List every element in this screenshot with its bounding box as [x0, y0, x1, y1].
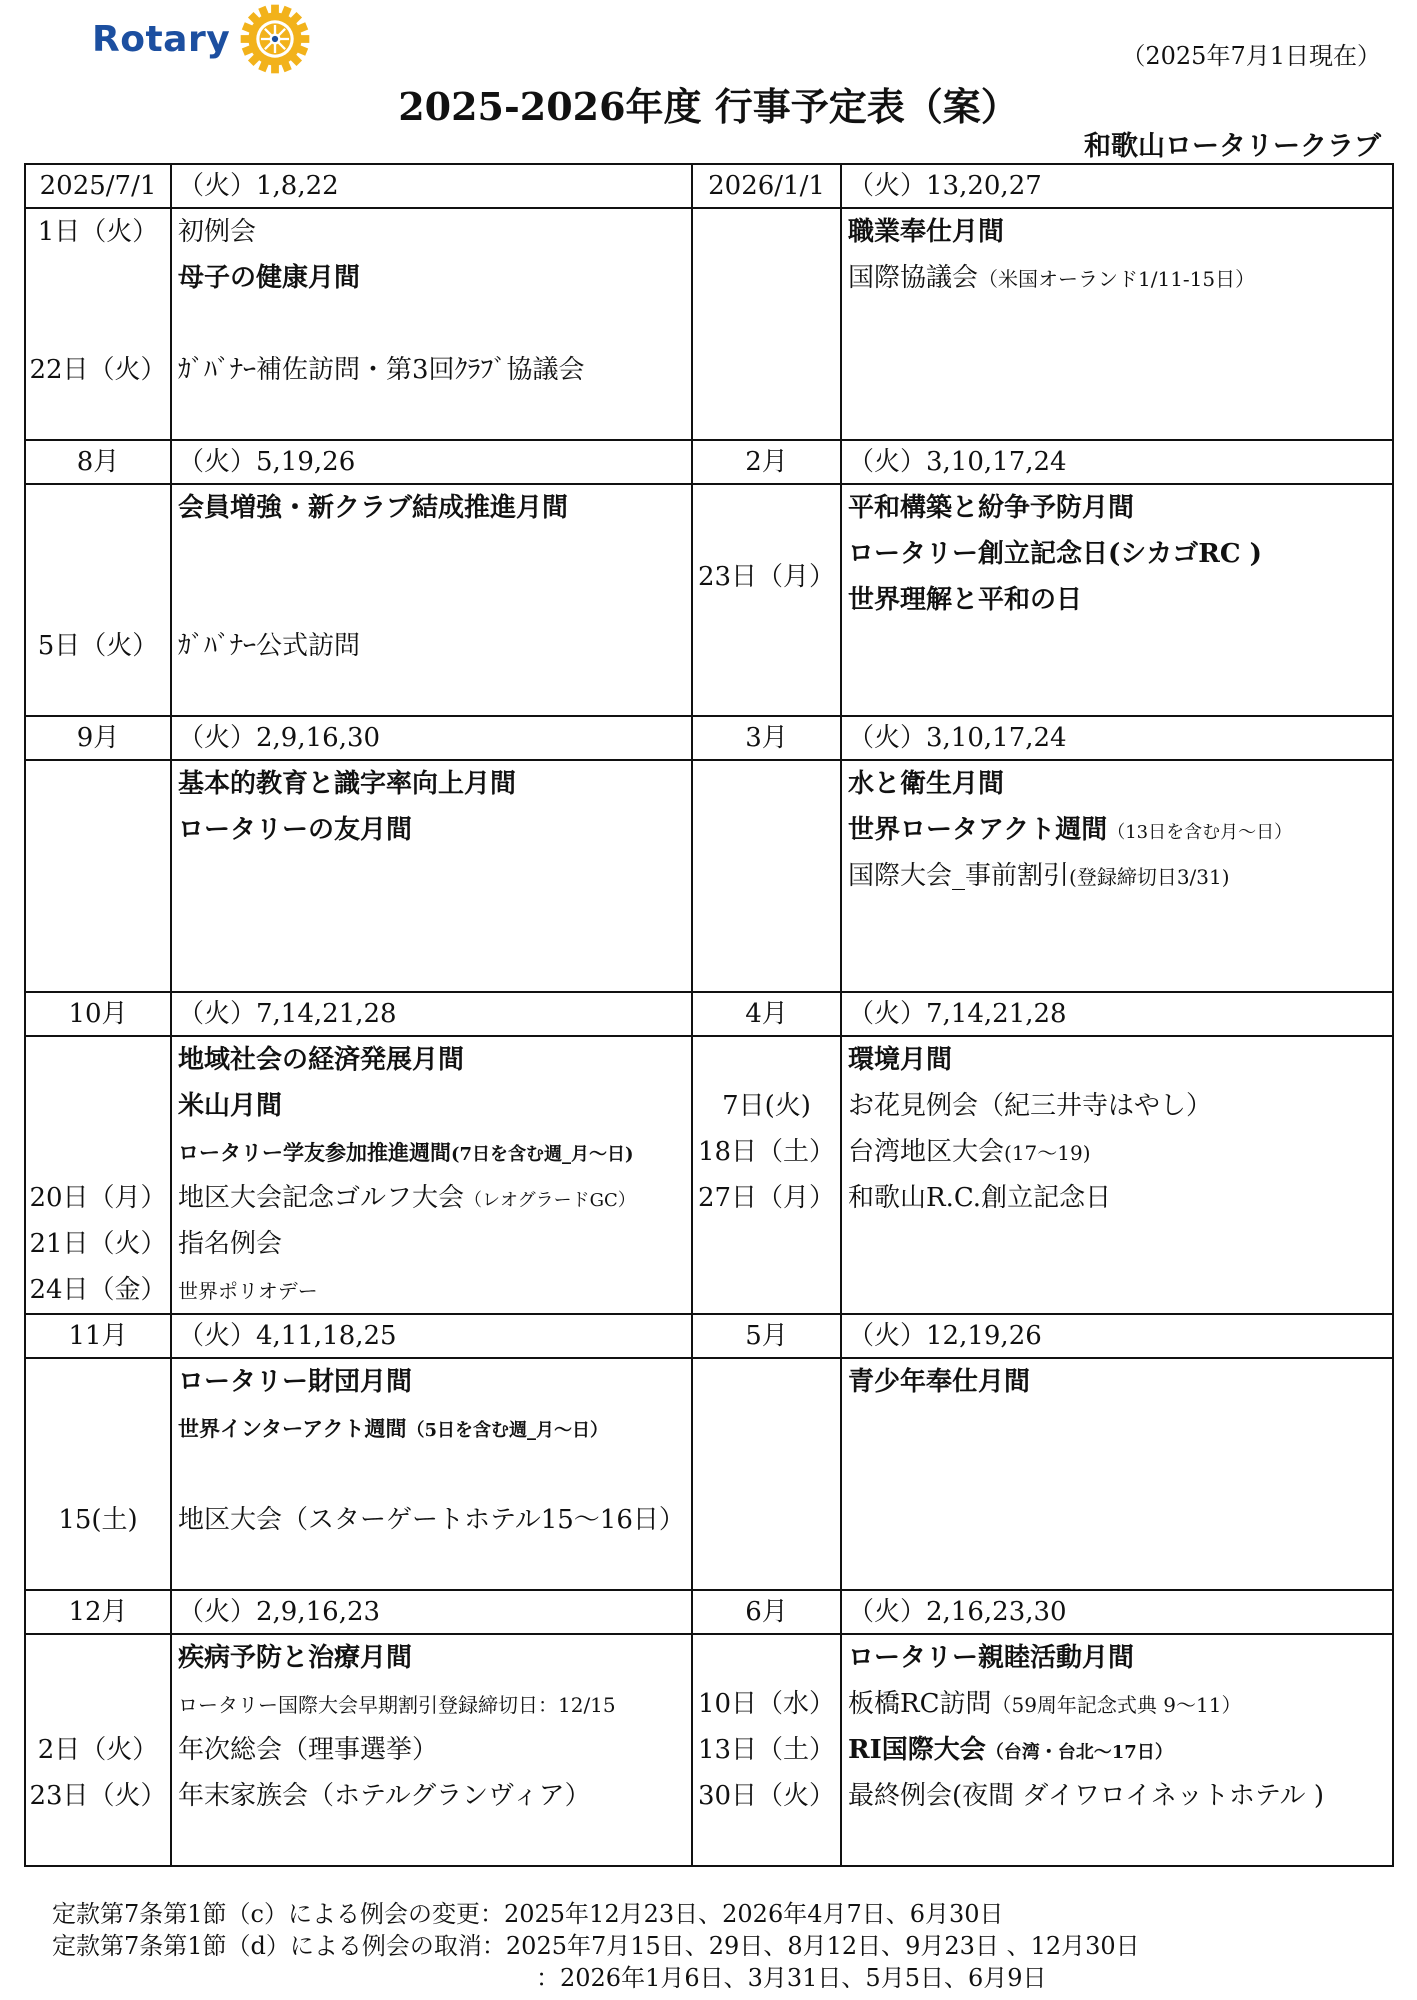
schedule-table [24, 163, 1394, 1867]
event-text: ｶﾞﾊﾞﾅｰ補佐訪問・第3回ｸﾗﾌﾞ協議会 [178, 355, 585, 385]
month-body-row [25, 1036, 1393, 1314]
month-date: 6月 [692, 1590, 841, 1634]
event-date: 18日（土） [697, 1137, 836, 1167]
event-text: 国際協議会 [848, 263, 979, 293]
event-cell [171, 760, 692, 992]
event-text: 台湾地区大会 [848, 1137, 1005, 1167]
date-cell [25, 1358, 171, 1590]
month-body-row [25, 484, 1393, 716]
month-header-row [25, 992, 1393, 1036]
date-cell [25, 208, 171, 440]
rotary-logo [92, 4, 314, 74]
event-note: （5日を含む週_月～日） [406, 1420, 609, 1441]
event-cell [841, 208, 1393, 440]
date-cell [25, 760, 171, 992]
date-cell [25, 1634, 171, 1866]
monthly-theme: 母子の健康月間 [178, 263, 361, 293]
event-text: 年次総会（理事選挙） [178, 1735, 439, 1765]
event-cell [841, 1036, 1393, 1314]
event-cell [841, 1358, 1393, 1590]
month-body-row [25, 1358, 1393, 1590]
page-title: 2025-2026年度 行事予定表（案） [398, 84, 1019, 129]
month-date: 8月 [25, 440, 171, 484]
event-cell [841, 1634, 1393, 1866]
event-note: （59周年記念式典 9～11） [991, 1693, 1242, 1717]
event-note: （台湾・台北～17日） [985, 1742, 1173, 1763]
meeting-days: （火）1,8,22 [171, 164, 692, 208]
event-text: ロータリー国際大会早期割引登録締切日：12/15 [178, 1693, 616, 1717]
meeting-days: （火）3,10,17,24 [841, 440, 1393, 484]
month-body-row [25, 760, 1393, 992]
event-text: ロータリー創立記念日(シカゴRC ) [848, 539, 1262, 569]
month-date: 2月 [692, 440, 841, 484]
monthly-theme: 環境月間 [848, 1045, 953, 1075]
meeting-days: （火）5,19,26 [171, 440, 692, 484]
event-text: ｶﾞﾊﾞﾅｰ公式訪問 [178, 631, 361, 661]
event-date: 2日（火） [37, 1735, 159, 1765]
rotary-wheel-icon [236, 0, 314, 78]
month-header-row [25, 164, 1393, 208]
event-text: 指名例会 [178, 1229, 283, 1259]
month-date: 11月 [25, 1314, 171, 1358]
date-cell [692, 1036, 841, 1314]
event-cell [841, 484, 1393, 716]
event-text: ロータリー学友参加推進週間 [178, 1140, 451, 1165]
monthly-theme: 米山月間 [178, 1091, 283, 1121]
month-date: 9月 [25, 716, 171, 760]
meeting-days: （火）7,14,21,28 [841, 992, 1393, 1036]
date-cell [692, 760, 841, 992]
event-note: (7日を含む週_月～日) [451, 1144, 634, 1165]
event-date: 21日（火） [29, 1229, 167, 1259]
date-cell [25, 484, 171, 716]
monthly-theme: 平和構築と紛争予防月間 [848, 493, 1135, 523]
event-date: 1日（火） [37, 217, 159, 247]
event-note: (17～19) [1004, 1141, 1091, 1165]
date-cell [692, 208, 841, 440]
month-date: 12月 [25, 1590, 171, 1634]
meeting-days: （火）13,20,27 [841, 164, 1393, 208]
date-cell [692, 1634, 841, 1866]
footnotes [52, 1898, 1140, 1994]
event-text: 国際大会_事前割引 [848, 861, 1070, 891]
event-text: 年末家族会（ホテルグランヴィア） [178, 1781, 591, 1811]
event-cell [841, 760, 1393, 992]
event-text: 和歌山R.C.創立記念日 [848, 1183, 1112, 1213]
event-text: お花見例会（紀三井寺はやし） [848, 1091, 1213, 1121]
event-cell [171, 1358, 692, 1590]
event-date: 23日（火） [29, 1781, 167, 1811]
monthly-theme: ロータリーの友月間 [178, 815, 413, 845]
event-date: 30日（火） [697, 1781, 836, 1811]
monthly-theme: 水と衛生月間 [848, 769, 1005, 799]
event-cell [171, 208, 692, 440]
month-header-row [25, 1314, 1393, 1358]
date-cell [692, 1358, 841, 1590]
event-text: 地区大会記念ゴルフ大会 [178, 1183, 465, 1213]
event-date: 5日（火） [37, 631, 159, 661]
meeting-days: （火）2,9,16,30 [171, 716, 692, 760]
month-header-row [25, 1590, 1393, 1634]
month-date: 2025/7/1 [25, 164, 171, 208]
monthly-theme: ロータリー財団月間 [178, 1367, 413, 1397]
month-date: 5月 [692, 1314, 841, 1358]
event-text: RI国際大会 [848, 1735, 986, 1765]
event-date: 13日（土） [697, 1735, 836, 1765]
as-of-date: （2025年7月1日現在） [1121, 42, 1381, 70]
meeting-days: （火）12,19,26 [841, 1314, 1393, 1358]
monthly-theme: 職業奉仕月間 [848, 217, 1005, 247]
event-date: 10日（水） [697, 1689, 836, 1719]
note-change: 定款第7条第1節（c）による例会の変更：2025年12月23日、2026年4月7日、6月30日 [52, 1900, 1004, 1928]
note-cancel: 定款第7条第1節（d）による例会の取消：2025年7月15日、29日、8月12日、9月23日 、12月30日 [52, 1932, 1140, 1960]
event-text: 初例会 [178, 217, 257, 247]
monthly-theme: 地域社会の経済発展月間 [178, 1045, 465, 1075]
meeting-days: （火）4,11,18,25 [171, 1314, 692, 1358]
meeting-days: （火）2,16,23,30 [841, 1590, 1393, 1634]
event-note: (登録締切日3/31) [1069, 865, 1230, 889]
event-note: （米国オーランド1/11-15日） [978, 267, 1256, 291]
monthly-theme: 疾病予防と治療月間 [178, 1643, 413, 1673]
event-text: 世界インターアクト週間 [178, 1416, 407, 1441]
event-note: （13日を含む月～日） [1107, 822, 1293, 843]
event-text: 世界ポリオデー [178, 1279, 318, 1303]
meeting-days: （火）7,14,21,28 [171, 992, 692, 1036]
event-cell [171, 1634, 692, 1866]
month-date: 2026/1/1 [692, 164, 841, 208]
monthly-theme: ロータリー親睦活動月間 [848, 1643, 1135, 1673]
event-note: （レオグラードGC） [464, 1190, 636, 1211]
date-cell [25, 1036, 171, 1314]
event-date: 22日（火） [29, 355, 167, 385]
event-cell [171, 1036, 692, 1314]
event-text: 最終例会(夜間 ダイワロイネットホテル ) [848, 1781, 1324, 1811]
month-body-row [25, 208, 1393, 440]
event-date: 15(土) [58, 1505, 138, 1535]
logo-text: Rotary [92, 18, 231, 60]
event-date: 20日（月） [29, 1183, 167, 1213]
club-name: 和歌山ロータリークラブ [1084, 131, 1381, 162]
note-cancel-cont: ：2026年1月6日、3月31日、5月5日、6月9日 [536, 1964, 1047, 1992]
meeting-days: （火）2,9,16,23 [171, 1590, 692, 1634]
monthly-theme: 青少年奉仕月間 [848, 1367, 1031, 1397]
event-cell [171, 484, 692, 716]
event-date: 24日（金） [29, 1275, 167, 1305]
month-body-row [25, 1634, 1393, 1866]
month-date: 3月 [692, 716, 841, 760]
month-header-row [25, 440, 1393, 484]
month-date: 10月 [25, 992, 171, 1036]
event-date: 7日(火) [722, 1091, 811, 1121]
month-date: 4月 [692, 992, 841, 1036]
event-text: 世界理解と平和の日 [848, 585, 1083, 615]
monthly-theme: 基本的教育と識字率向上月間 [178, 769, 517, 799]
event-text: 板橋RC訪問 [848, 1689, 992, 1719]
event-date: 27日（月） [697, 1183, 836, 1213]
event-date: 23日（月） [697, 562, 836, 592]
monthly-theme: 会員増強・新クラブ結成推進月間 [178, 493, 569, 523]
event-text: 世界ロータアクト週間 [848, 815, 1108, 845]
event-text: 地区大会（スターゲートホテル15～16日） [178, 1505, 685, 1535]
month-header-row [25, 716, 1393, 760]
date-cell [692, 484, 841, 716]
meeting-days: （火）3,10,17,24 [841, 716, 1393, 760]
